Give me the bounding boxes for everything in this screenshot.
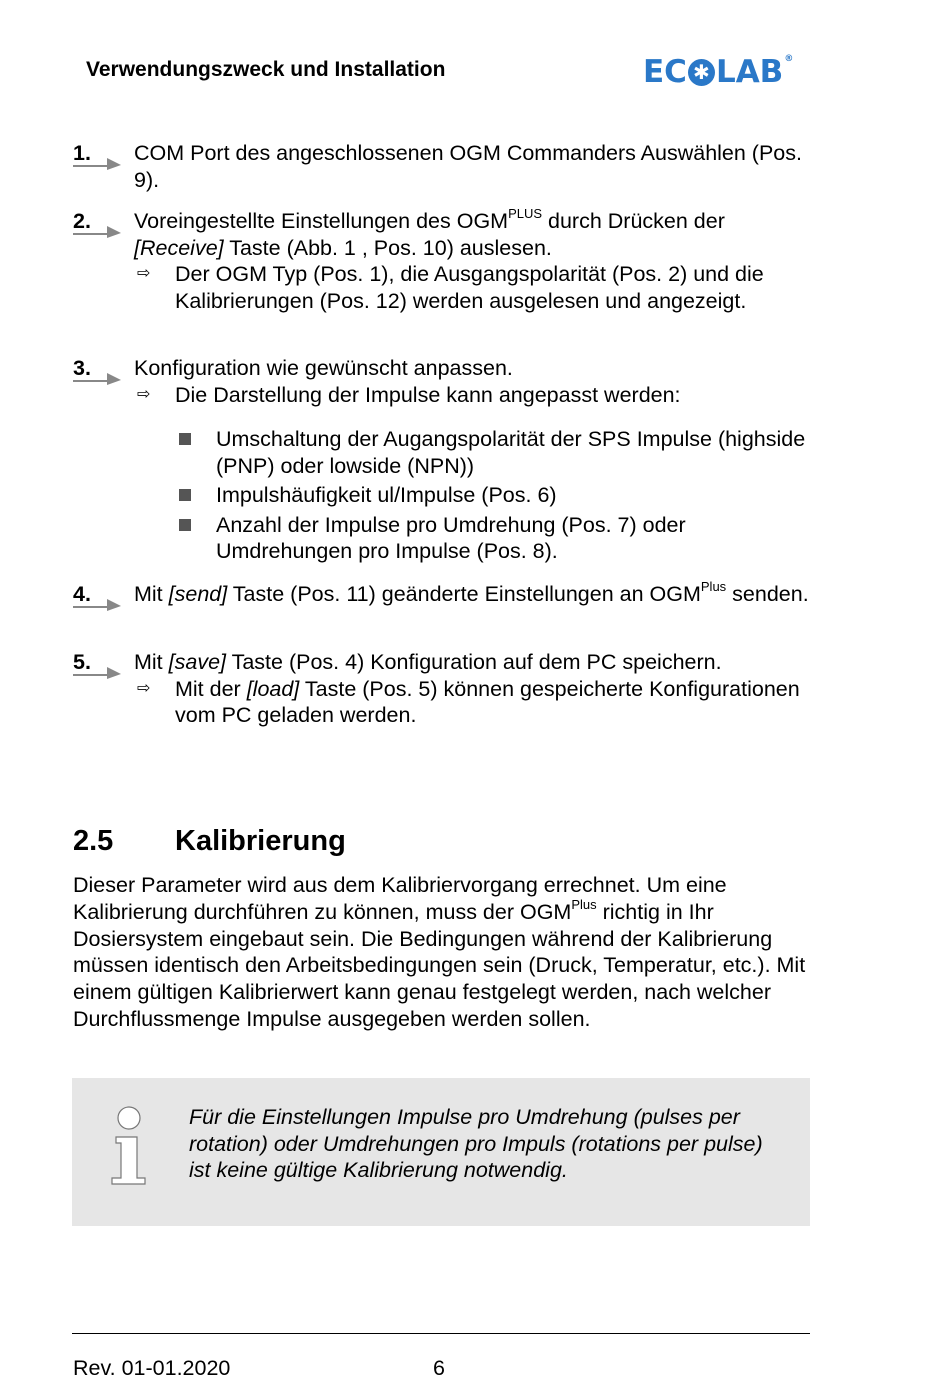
send-key-label: [send] — [168, 582, 228, 606]
square-bullet-icon — [179, 489, 191, 501]
receive-key-label: [Receive] — [134, 235, 224, 260]
step-number: 2. — [73, 209, 91, 233]
step-1 — [73, 140, 813, 193]
square-bullet-icon — [179, 519, 191, 531]
square-bullet-icon — [179, 433, 191, 445]
step-number: 4. — [73, 582, 91, 606]
info-note — [72, 1078, 810, 1226]
step-3 — [73, 355, 813, 565]
list-item: Impulshäufigkeit ul/Impulse (Pos. 6) — [134, 482, 813, 509]
save-key-label: [save] — [168, 650, 227, 674]
result-arrow-icon: ⇨ — [137, 385, 151, 403]
step-text: Konfiguration wie gewünscht anpassen. — [134, 356, 513, 380]
step-text: COM Port des angeschlossenen OGM Commanders Auswählen (Pos. 9). — [134, 141, 802, 192]
step-2 — [73, 205, 813, 314]
step-arrow-icon — [73, 597, 123, 611]
step-result: ⇨ Mit der [load] Taste (Pos. 5) können gespeicherte Konfigurationen vom PC geladen werden. — [137, 676, 800, 727]
info-icon — [104, 1106, 154, 1188]
step-number: 1. — [73, 141, 91, 165]
step-number: 5. — [73, 650, 91, 674]
section-number: 2.5 — [73, 825, 114, 857]
load-key-label: [load] — [246, 676, 300, 701]
step-result: ⇨ Der OGM Typ (Pos. 1), die Ausgangspolarität (Pos. 2) und die Kalibrierungen (Pos. 12) werden ausgelesen und angezeigt. — [137, 262, 764, 313]
footer-divider — [72, 1333, 810, 1334]
page-number: 6 — [433, 1356, 445, 1380]
step-text: Mit [send] Taste (Pos. 11) geänderte Einstellungen an $OGM^{Plus}$ senden. — [134, 578, 809, 606]
step-arrow-icon — [73, 371, 123, 385]
step-number: 3. — [73, 356, 91, 380]
page-header-title: Verwendungszweck und Installation — [86, 58, 446, 81]
list-item: Umschaltung der Augangspolarität der SPS Impulse (highside (PNP) oder lowside (NPN)) — [134, 426, 813, 479]
note-text: Für die Einstellungen Impulse pro Umdrehung (pulses per rotation) oder Umdrehungen pro Impuls (rotations per pulse) ist keine gültige Kalibrierung notwendig. — [189, 1105, 763, 1182]
step-text: Mit [save] Taste (Pos. 4) Konfiguration auf dem PC speichern. — [134, 650, 722, 674]
step-5 — [73, 649, 813, 729]
section-title: Kalibrierung — [175, 825, 346, 857]
step-4 — [73, 578, 813, 608]
list-item: Anzahl der Impulse pro Umdrehung (Pos. 7) oder Umdrehungen pro Impulse (Pos. 8). — [134, 512, 813, 565]
step-arrow-icon — [73, 665, 123, 679]
section-paragraph: Dieser Parameter wird aus dem Kalibriervorgang errechnet. Um eine Kalibrierung durchführen zu können, muss der $OGM^{Plus}$ richtig in Ihr Dosiersystem eingebaut sein. Die Bedingungen während der Kalibrierung müssen identisch den Arbeitsbedingungen sein (Druck, Temperatur, etc.). Mit einem gültigen Kalibrierwert kann genau festgelegt werden, nach welcher Durchflussmenge Impulse ausgegeben werden sollen. — [73, 873, 806, 1031]
footer-revision: Rev. 01-01.2020 — [73, 1356, 231, 1380]
step-arrow-icon — [73, 156, 123, 170]
result-arrow-icon: ⇨ — [137, 265, 151, 282]
ecolab-logo: EC ✱ LAB ® — [643, 54, 794, 90]
step-arrow-icon — [73, 224, 123, 238]
result-arrow-icon: ⇨ — [137, 679, 151, 697]
step-result: ⇨ Die Darstellung der Impulse kann angepasst werden: — [137, 382, 681, 407]
step-text: Voreingestellte Einstellungen des $OGM^{PLUS}$ durch Drücken der [Receive] Taste (Abb. 1 , Pos. 10) auslesen. — [134, 205, 725, 260]
